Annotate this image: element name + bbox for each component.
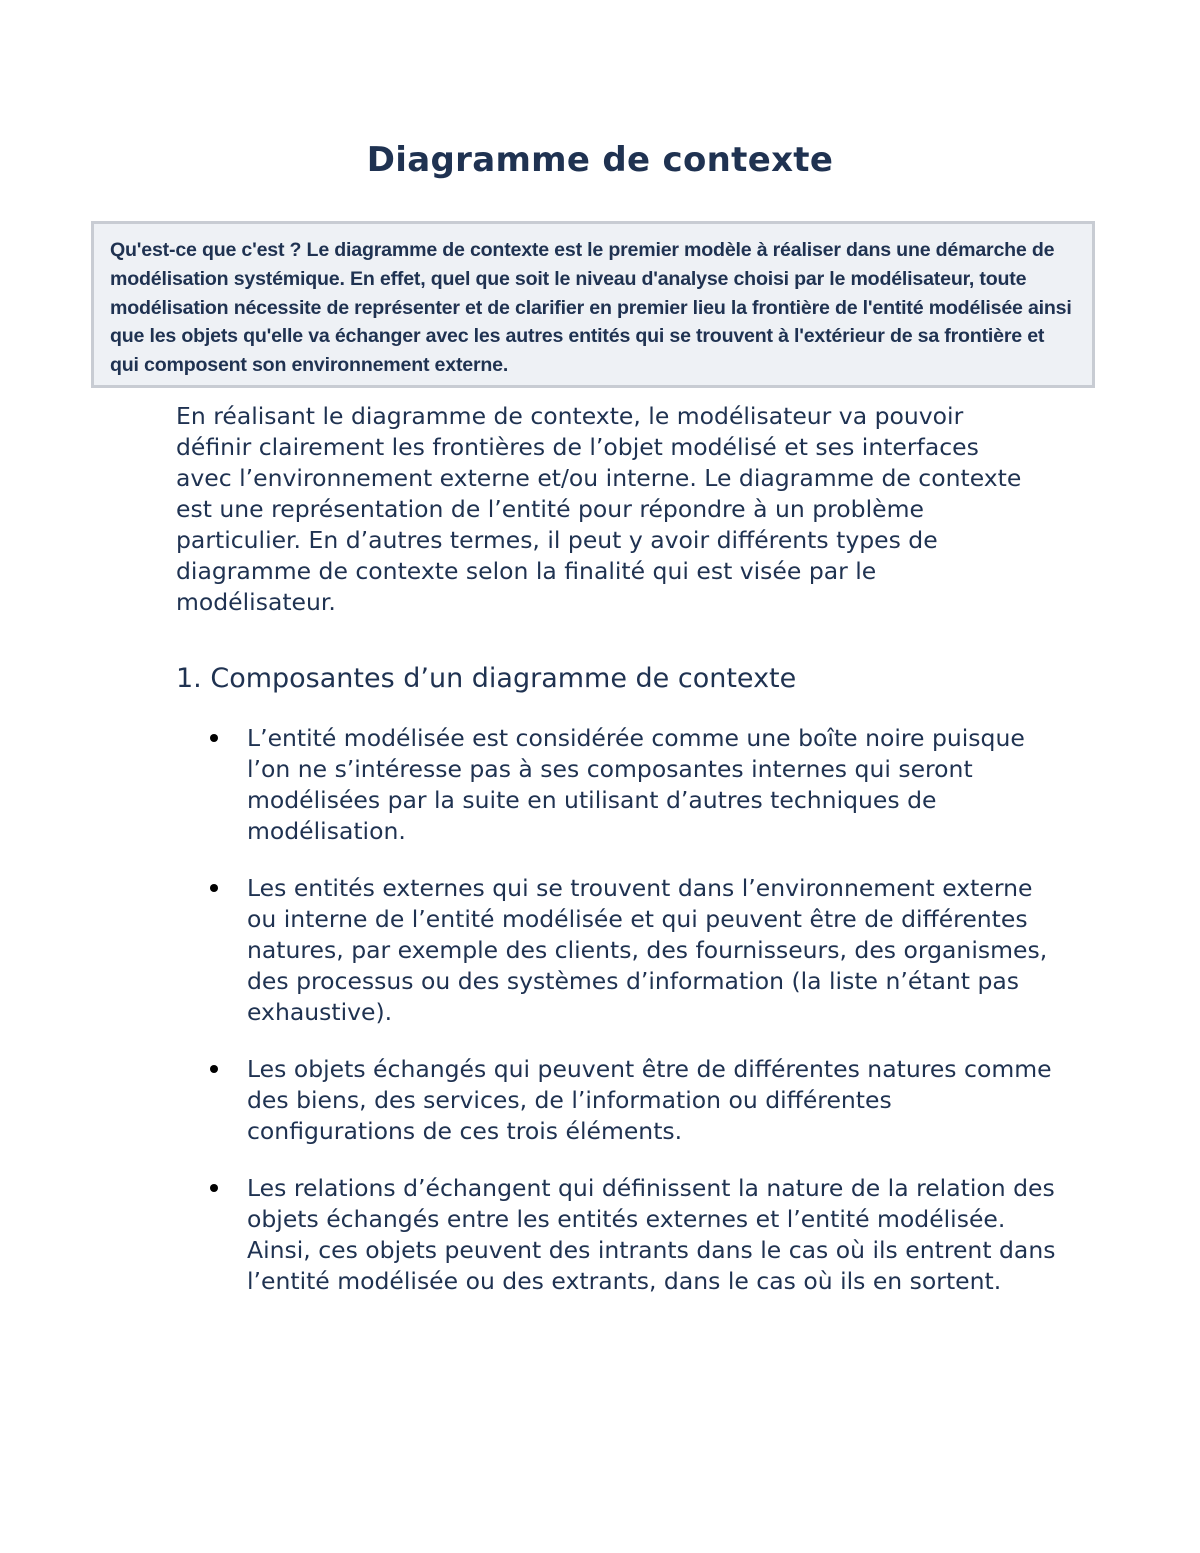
bullet-icon [210, 1184, 218, 1192]
definition-callout-box [91, 221, 1095, 388]
bullet-icon [210, 884, 218, 892]
callout-text: Qu'est-ce que c'est ? Le diagramme de contexte est le premier modèle à réaliser dans une démarche de modélisation systémique. En effet, quel que soit le niveau d'analyse choisi par le modélisateur, toute modélisation nécessite de représenter et de clarifier en premier lieu la frontière de l'entité modélisée ainsi que les objets qu'elle va échanger avec les autres entités qui se trouvent à l'extérieur de sa frontière et qui composent son environnement externe. [110, 239, 1072, 377]
components-bullet-list [176, 723, 1056, 1323]
list-item [176, 1054, 1056, 1147]
list-item-text: Les objets échangés qui peuvent être de différentes natures comme des biens, des services, de l’information ou différentes configurations de ces trois éléments. [247, 1055, 1052, 1145]
list-item [176, 723, 1056, 847]
list-item-text: L’entité modélisée est considérée comme une boîte noire puisque l’on ne s’intéresse pas à ses composantes internes qui seront modélisées par la suite en utilisant d’autres techniques de modélisation. [247, 724, 1025, 845]
bullet-icon [210, 734, 218, 742]
list-item-text: Les relations d’échangent qui définissent la nature de la relation des objets échangés entre les entités externes et l’entité modélisée. Ainsi, ces objets peuvent des intrants dans le cas où ils entrent dans l’entité modélisée ou des extrants, dans le cas où ils en sortent. [247, 1174, 1056, 1295]
intro-paragraph: En réalisant le diagramme de contexte, le modélisateur va pouvoir définir clairement les frontières de l’objet modélisé et ses interfaces avec l’environnement externe et/ou interne. Le diagramme de contexte est une représentation de l’entité pour répondre à un problème particulier. En d’autres termes, il peut y avoir différents types de diagramme de contexte selon la finalité qui est visée par le modélisateur. [176, 402, 1022, 616]
list-item [176, 1173, 1056, 1297]
bullet-icon [210, 1065, 218, 1073]
list-item [176, 873, 1056, 1028]
section-heading: 1. Composantes d’un diagramme de contexte [176, 663, 797, 694]
page-title: Diagramme de contexte [366, 140, 834, 180]
list-item-text: Les entités externes qui se trouvent dans l’environnement externe ou interne de l’entité modélisée et qui peuvent être de différentes natures, par exemple des clients, des fournisseurs, des organismes, des processus ou des systèmes d’information (la liste n’étant pas exhaustive). [247, 874, 1048, 1026]
